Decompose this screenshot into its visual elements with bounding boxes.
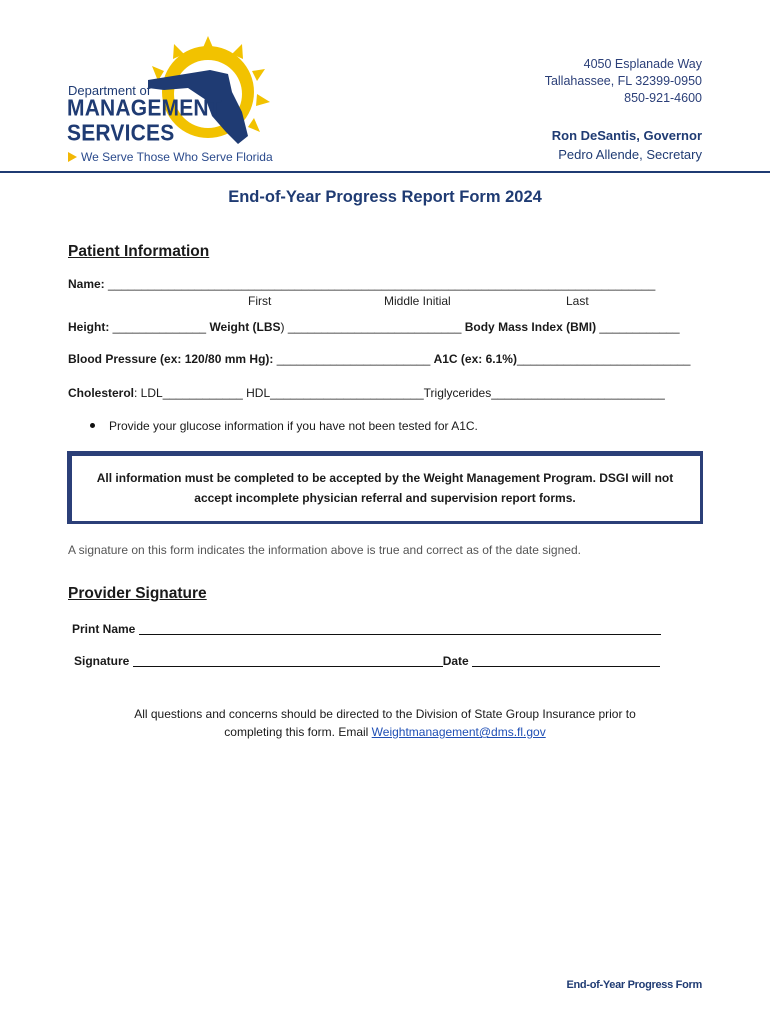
name-label: Name: xyxy=(68,277,109,291)
page-footer: End-of-Year Progress Form xyxy=(566,979,702,991)
address-city: Tallahassee, FL 32399-0950 xyxy=(544,74,702,88)
provider-signature-heading: Provider Signature xyxy=(68,585,207,602)
weight-label: Weight (LBS xyxy=(209,320,281,334)
date-input[interactable] xyxy=(472,654,660,667)
bmi-label: Body Mass Index (BMI) xyxy=(464,320,597,334)
triglycerides-line[interactable]: __________________________ xyxy=(491,386,665,400)
signature-input[interactable] xyxy=(133,654,443,667)
contact-footnote xyxy=(0,705,770,741)
name-line[interactable]: __________________________________________________________________________________ xyxy=(108,277,656,291)
logo-tagline-text: We Serve Those Who Serve Florida xyxy=(81,150,273,164)
ldl-line[interactable]: ____________ xyxy=(162,386,247,400)
glucose-bullet xyxy=(90,419,478,433)
name-sub-first: First xyxy=(248,294,272,308)
hdl-label: HDL xyxy=(246,386,271,400)
cholesterol-label: Cholesterol xyxy=(68,386,135,400)
bp-line[interactable]: _______________________ xyxy=(273,352,434,366)
name-field[interactable] xyxy=(68,277,655,291)
name-sub-middle: Middle Initial xyxy=(384,294,451,308)
date-label: Date xyxy=(442,654,469,668)
notice-box xyxy=(67,451,703,524)
footnote-line1: All questions and concerns should be directed to the Division of State Group Insurance prior to xyxy=(134,707,636,721)
footnote-line2-prefix: completing this form. Email xyxy=(224,725,372,739)
logo-tagline xyxy=(68,150,273,164)
triglycerides-label: Triglycerides xyxy=(423,386,492,400)
logo-services-text: SERVICES xyxy=(67,121,175,146)
logo-department-text: Department of xyxy=(68,83,151,98)
patient-info-heading: Patient Information xyxy=(68,243,210,260)
address-phone: 850-921-4600 xyxy=(624,91,702,105)
signature-label: Signature xyxy=(74,654,130,668)
bmi-line[interactable]: ____________ xyxy=(596,320,680,334)
bp-label: Blood Pressure (ex: 120/80 mm Hg): xyxy=(68,352,274,366)
footnote-line2 xyxy=(0,723,770,741)
notice-text: All information must be completed to be accepted by the Weight Management Program. DSGI will not accept incomplete physician referral and supervision report forms. xyxy=(96,470,674,505)
cholesterol-row xyxy=(68,386,665,400)
bp-a1c-row xyxy=(68,352,690,366)
name-sub-last: Last xyxy=(566,294,589,308)
print-name-label: Print Name xyxy=(72,622,136,636)
glucose-bullet-text: Provide your glucose information if you have not been tested for A1C. xyxy=(109,419,478,433)
address-street: 4050 Esplanade Way xyxy=(583,57,702,71)
a1c-label: A1C (ex: 6.1%) xyxy=(433,352,517,366)
bullet-icon xyxy=(90,423,95,428)
height-weight-bmi-row xyxy=(68,320,680,334)
height-label: Height: xyxy=(68,320,110,334)
header-divider xyxy=(0,171,770,173)
signature-date-row xyxy=(74,654,660,668)
play-arrow-icon xyxy=(68,152,77,162)
print-name-input[interactable] xyxy=(139,622,661,635)
page-title: End-of-Year Progress Report Form 2024 xyxy=(228,188,542,206)
email-link[interactable]: Weightmanagement@dms.fl.gov xyxy=(371,725,546,739)
ldl-label: : LDL xyxy=(134,386,163,400)
signature-statement: A signature on this form indicates the information above is true and correct as of the date signed. xyxy=(68,543,581,557)
weight-line[interactable]: __________________________ xyxy=(284,320,465,334)
secretary-name: Pedro Allende, Secretary xyxy=(558,147,702,162)
a1c-line[interactable]: __________________________ xyxy=(516,352,691,366)
logo-management-text: MANAGEMENT xyxy=(67,96,222,121)
print-name-field xyxy=(72,622,661,636)
weight-paren: ) xyxy=(280,320,285,334)
hdl-line[interactable]: _______________________ xyxy=(270,386,424,400)
governor-name: Ron DeSantis, Governor xyxy=(551,128,702,143)
height-line[interactable]: ______________ xyxy=(109,320,210,334)
